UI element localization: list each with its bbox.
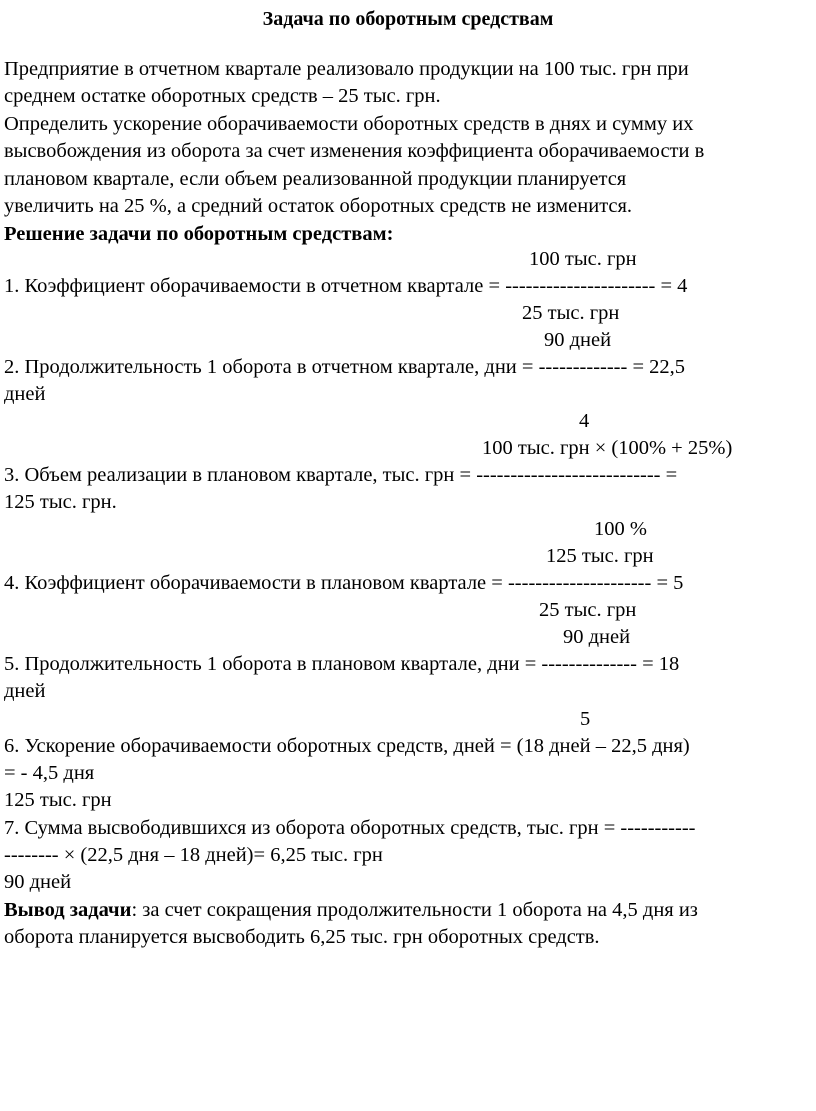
step3-continuation: 125 тыс. грн. (4, 491, 117, 513)
problem-line: увеличить на 25 %, а средний остаток оборотных средств не изменится. (4, 195, 633, 217)
step1-denominator: 25 тыс. грн (522, 302, 620, 324)
step3-numerator: 100 тыс. грн × (100% + 25%) (482, 437, 733, 459)
conclusion-label: Вывод задачи (4, 899, 132, 921)
step5-denominator: 5 (580, 708, 591, 730)
problem-line: плановом квартале, если объем реализованной продукции планируется (4, 168, 627, 190)
step2-numerator: 90 дней (544, 329, 612, 351)
step5-numerator: 90 дней (563, 626, 631, 648)
step1-line: 1. Коэффициент оборачиваемости в отчетном квартале = ---------------------- = 4 (4, 275, 688, 297)
step2-line: 2. Продолжительность 1 оборота в отчетном квартале, дни = ------------- = 22,5 (4, 356, 686, 378)
step3-denominator: 100 % (594, 518, 647, 540)
conclusion-text: : за счет сокращения продолжительности 1 оборота на 4,5 дня из (131, 899, 698, 921)
problem-line: Определить ускорение оборачиваемости оборотных средств в днях и сумму их (4, 113, 694, 135)
step2-denominator: 4 (579, 410, 590, 432)
solution-heading: Решение задачи по оборотным средствам: (4, 223, 394, 245)
step2-continuation: дней (4, 383, 46, 405)
step6-continuation: = - 4,5 дня (4, 762, 95, 784)
page-title: Задача по оборотным средствам (262, 8, 554, 30)
step3-line: 3. Объем реализации в плановом квартале, тыс. грн = --------------------------- = (4, 464, 678, 486)
step7-numerator: 125 тыс. грн (4, 789, 112, 811)
step7-denominator: 90 дней (4, 871, 72, 893)
step1-numerator: 100 тыс. грн (529, 248, 637, 270)
step6-line: 6. Ускорение оборачиваемости оборотных средств, дней = (18 дней – 22,5 дня) (4, 735, 690, 757)
conclusion-line: оборота планируется высвободить 6,25 тыс. грн оборотных средств. (4, 926, 600, 948)
step4-line: 4. Коэффициент оборачиваемости в плановом квартале = --------------------- = 5 (4, 572, 684, 594)
step5-line: 5. Продолжительность 1 оборота в плановом квартале, дни = -------------- = 18 (4, 653, 680, 675)
step5-continuation: дней (4, 680, 46, 702)
step4-numerator: 125 тыс. грн (546, 545, 654, 567)
problem-line: высвобождения из оборота за счет изменения коэффициента оборачиваемости в (4, 140, 705, 162)
step7-line: 7. Сумма высвободившихся из оборота оборотных средств, тыс. грн = ----------- (4, 817, 696, 839)
step7-continuation: -------- × (22,5 дня – 18 дней)= 6,25 тыс. грн (4, 844, 383, 866)
step4-denominator: 25 тыс. грн (539, 599, 637, 621)
problem-line: Предприятие в отчетном квартале реализовало продукции на 100 тыс. грн при (4, 58, 689, 80)
problem-line: среднем остатке оборотных средств – 25 тыс. грн. (4, 85, 441, 107)
conclusion-line (4, 897, 698, 924)
